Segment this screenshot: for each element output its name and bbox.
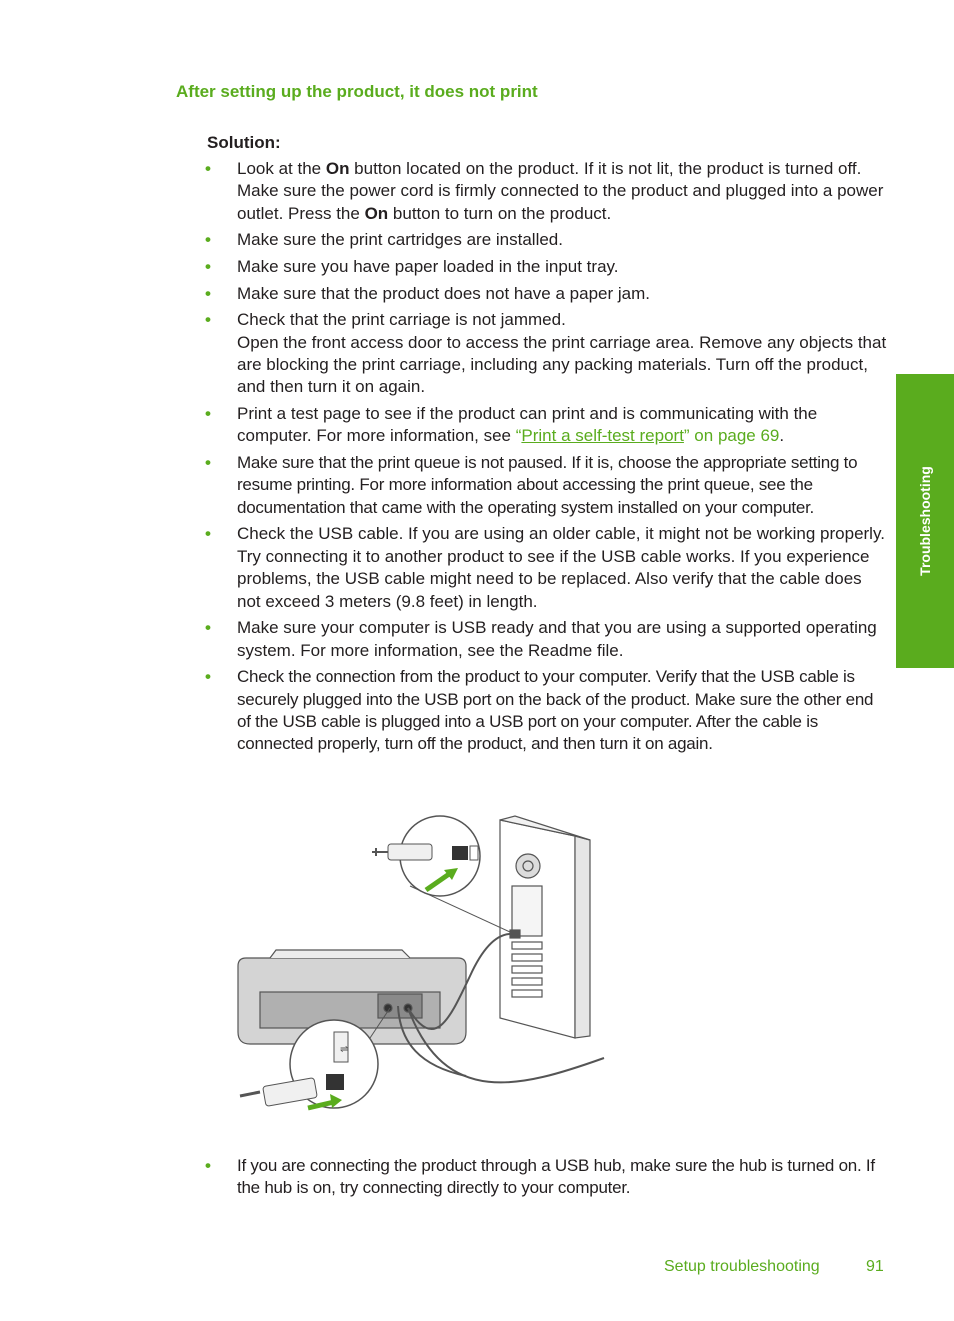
bullet-dot: • [205,159,211,178]
list-item-text: Make sure that the print queue is not paused. If it is, choose the appropriate setting to resume printing. For more information about accessing the print queue, see the documentation that came with the operating system installed on your computer. [237,453,858,517]
list-item [205,229,887,251]
bullet-dot: • [205,667,211,687]
list-item-text: button to turn on the product. [388,203,612,223]
bullet-dot: • [205,618,211,638]
list-item-text: . [779,426,785,446]
link-page-ref: ” on page 69 [683,426,780,446]
bullet-dot: • [205,283,211,303]
list-item-text: Check the USB cable. If you are using an older cable, it might not be working properly. Try connecting it to another product to see if the USB cable works. If you experience problems, the USB cable might need to be replaced. Also verify that the cable does not exceed 3 meters (9.8 feet) in length. [237,524,885,611]
list-item-text: Check that the print carriage is not jammed. [237,310,566,330]
on-button-label: On [325,159,350,178]
list-item-text: Make sure the print cartridges are installed. [237,230,563,250]
computer-port-zoom [372,816,510,932]
page-number: 91 [866,1258,884,1275]
list-item [205,283,887,305]
list-item [205,523,887,613]
link-text: Print a self-test report [521,426,684,446]
bullet-dot: • [205,230,211,250]
list-item-text: button located on the product. If it is not lit, the product is turned off. Make sure the power cord is firmly connected to the product and plugged into a power outlet. Press the [237,159,884,223]
list-item-text: Check the connection from the product to your computer. Verify that the USB cable is securely plugged into the USB port on the back of the product. Make sure the other end of the USB cable is plugged into a USB port on your computer. After the cable is connected properly, turn off the product, and then turn it on again. [237,667,874,754]
bullet-dot: • [205,257,211,276]
list-item [205,1155,887,1200]
bullet-list-bottom [205,1155,887,1204]
bullet-dot: • [205,310,211,330]
list-item [205,617,887,662]
computer-tower [500,816,590,1038]
list-item [205,452,887,519]
list-item-text: Make sure that the product does not have a paper jam. [237,283,650,303]
bullet-list-top [205,158,887,760]
list-item [205,666,887,756]
list-item-text: Print a test page to see if the product can print and is communicating with the computer. For more information, see [237,404,818,446]
bullet-dot: • [205,453,211,472]
usb-connection-illustration [230,808,610,1118]
section-heading: After setting up the product, it does not print [176,82,538,101]
list-item-text: If you are connecting the product through a USB hub, make sure the hub is turned on. If the hub is on, try connecting directly to your computer. [237,1156,875,1198]
bullet-dot: • [205,524,211,544]
list-item [205,256,887,278]
bullet-dot: • [205,1156,211,1175]
list-item-text: Make sure your computer is USB ready and that you are using a supported operating system. For more information, see the Readme file. [237,618,877,660]
list-item [205,158,887,225]
list-item [205,309,887,399]
list-item-text: Look at the [237,159,326,178]
list-item [205,403,887,448]
side-tab-label: Troubleshooting [917,466,933,576]
bullet-dot: • [205,404,211,423]
usb-icon: ⇌ [340,1044,349,1055]
section-side-tab [896,374,954,668]
on-button-label: On [364,203,389,223]
self-test-report-link[interactable] [516,426,780,445]
list-item-text: Make sure you have paper loaded in the input tray. [237,257,619,276]
footer-section-title: Setup troubleshooting [664,1258,820,1275]
list-item-detail: Open the front access door to access the print carriage area. Remove any objects that are blocking the print carriage, including any packing materials. Turn off the product, and then turn it on again. [237,332,887,397]
link-quote: “ [515,426,522,446]
solution-label: Solution: [207,133,281,152]
